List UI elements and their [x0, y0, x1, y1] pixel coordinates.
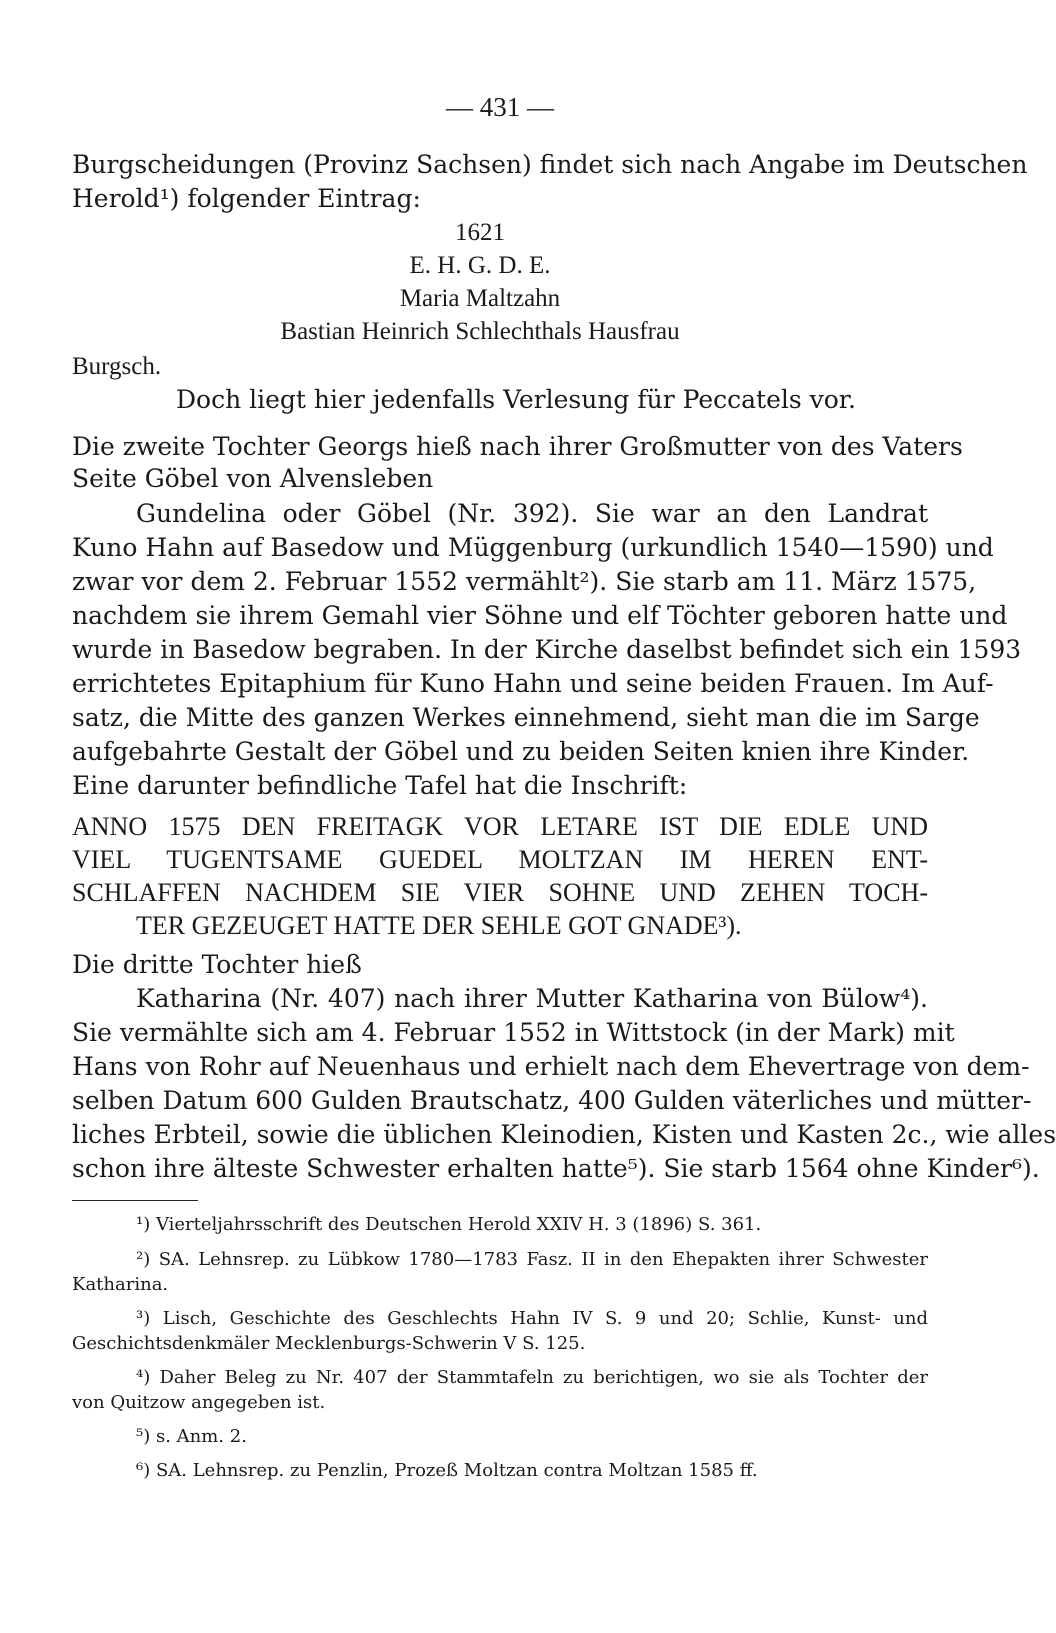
- text-line: zwar vor dem 2. Februar 1552 vermählt²). Sie starb am 11. März 1575,: [72, 567, 977, 596]
- text-line: liches Erbteil, sowie die üblichen Kleinodien, Kisten und Kasten 2c., wie alles: [72, 1120, 1056, 1149]
- text-line: wurde in Basedow begraben. In der Kirche daselbst befindet sich ein 1593: [72, 635, 1022, 664]
- text-line: Seite Göbel von Alvensleben: [72, 464, 434, 493]
- inscription-line: E. H. G. D. E.: [409, 252, 551, 279]
- page-number: — 431 —: [446, 92, 554, 122]
- text-line: Die dritte Tochter hieß: [72, 950, 362, 979]
- text-line: selben Datum 600 Gulden Brautschatz, 400 Gulden väterliches und mütter-: [72, 1086, 1032, 1115]
- text-line: Sie vermählte sich am 4. Februar 1552 in Wittstock (in der Mark) mit: [72, 1018, 955, 1047]
- text-line: satz, die Mitte des ganzen Werkes einnehmend, sieht man die im Sarge: [72, 703, 980, 732]
- place-abbrev: Burgsch.: [72, 353, 162, 380]
- text-line: schon ihre älteste Schwester erhalten hatte⁵). Sie starb 1564 ohne Kinder⁶).: [72, 1154, 1040, 1183]
- inscription-caps-line: SCHLAFFEN NACHDEM SIE VIER SOHNE UND ZEHEN TOCH-: [72, 878, 928, 907]
- footnote: ⁵) s. Anm. 2.: [136, 1426, 247, 1447]
- text-line: Eine darunter befindliche Tafel hat die Inschrift:: [72, 771, 688, 800]
- footnote: ²) SA. Lehnsrep. zu Lübkow 1780—1783 Fasz. II in den Ehepakten ihrer Schwester: [136, 1249, 928, 1270]
- footnote-continuation: Geschichtsdenkmäler Mecklenburgs-Schwerin V S. 125.: [72, 1333, 586, 1354]
- footnote: ¹) Vierteljahrsschrift des Deutschen Herold XXIV H. 3 (1896) S. 361.: [136, 1214, 762, 1235]
- text-line: Katharina (Nr. 407) nach ihrer Mutter Katharina von Bülow⁴).: [136, 984, 928, 1013]
- text-line: Die zweite Tochter Georgs hieß nach ihrer Großmutter von des Vaters: [72, 432, 963, 461]
- footnote: ⁶) SA. Lehnsrep. zu Penzlin, Prozeß Moltzan contra Moltzan 1585 ff.: [136, 1460, 758, 1481]
- text-line: errichtetes Epitaphium für Kuno Hahn und seine beiden Frauen. Im Auf-: [72, 669, 994, 698]
- inscription-line: Maria Maltzahn: [399, 285, 561, 312]
- footnote-continuation: Katharina.: [72, 1274, 169, 1295]
- footnote-continuation: von Quitzow angegeben ist.: [72, 1392, 326, 1413]
- inscription-year: 1621: [455, 219, 505, 246]
- footnote: ⁴) Daher Beleg zu Nr. 407 der Stammtafeln zu berichtigen, wo sie als Tochter der: [136, 1367, 928, 1388]
- footnote: ³) Lisch, Geschichte des Geschlechts Hahn IV S. 9 und 20; Schlie, Kunst- und: [136, 1308, 928, 1329]
- text-line: Burgscheidungen (Provinz Sachsen) findet sich nach Angabe im Deutschen: [72, 150, 1028, 179]
- text-line: Gundelina oder Göbel (Nr. 392). Sie war an den Landrat: [136, 499, 928, 528]
- inscription-caps-line: ANNO 1575 DEN FREITAGK VOR LETARE IST DIE EDLE UND: [72, 812, 928, 841]
- text-line: nachdem sie ihrem Gemahl vier Söhne und elf Töchter geboren hatte und: [72, 601, 1008, 630]
- text-line: Doch liegt hier jedenfalls Verlesung für Peccatels vor.: [176, 385, 856, 414]
- inscription-caps-line: VIEL TUGENTSAME GUEDEL MOLTZAN IM HEREN ENT-: [72, 845, 928, 874]
- inscription-caps-line: TER GEZEUGET HATTE DER SEHLE GOT GNADE³).: [136, 911, 742, 940]
- footnote-rule: [72, 1200, 198, 1201]
- text-line: aufgebahrte Gestalt der Göbel und zu beiden Seiten knien ihre Kinder.: [72, 737, 970, 766]
- text-line: Hans von Rohr auf Neuenhaus und erhielt nach dem Ehevertrage von dem-: [72, 1052, 1030, 1081]
- text-line: Kuno Hahn auf Basedow und Müggenburg (urkundlich 1540—1590) und: [72, 533, 994, 562]
- inscription-line: Bastian Heinrich Schlechthals Hausfrau: [280, 318, 680, 345]
- text-line: Herold¹) folgender Eintrag:: [72, 184, 421, 213]
